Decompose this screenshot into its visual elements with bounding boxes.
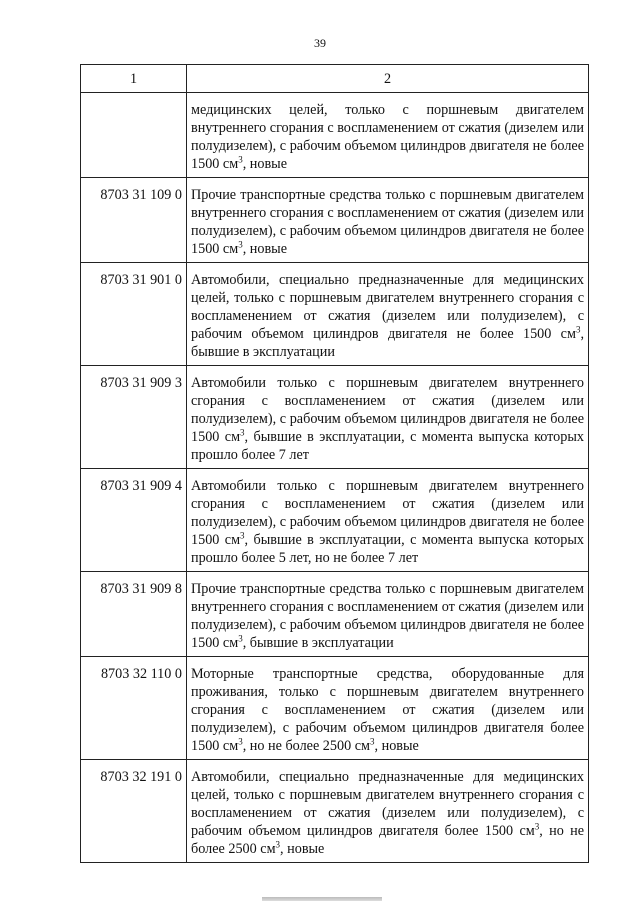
superscript-3: 3 bbox=[240, 427, 245, 438]
tariff-description bbox=[187, 469, 589, 572]
tariff-description bbox=[187, 572, 589, 657]
tariff-code bbox=[81, 93, 187, 178]
tariff-code: 8703 31 901 0 bbox=[81, 263, 187, 366]
superscript-3: 3 bbox=[238, 633, 243, 644]
table-row bbox=[81, 469, 589, 572]
tariff-code: 8703 31 109 0 bbox=[81, 178, 187, 263]
description-text: Автомобили, специально предназначенные для медицинских целей, только с поршневым двигателем внутреннего сгорания с воспламенением от сжатия (дизелем или полудизелем), с рабочим объемом цилиндров двигателя не более 1500 $см^3$, бывшие в эксплуатации bbox=[191, 272, 584, 360]
superscript-3: 3 bbox=[370, 736, 375, 747]
tariff-code: 8703 31 909 3 bbox=[81, 366, 187, 469]
table-row bbox=[81, 657, 589, 760]
tariff-code: 8703 31 909 4 bbox=[81, 469, 187, 572]
superscript-3: 3 bbox=[238, 154, 243, 165]
tariff-code: 8703 32 110 0 bbox=[81, 657, 187, 760]
page-number: 39 bbox=[314, 36, 326, 50]
tariff-description bbox=[187, 760, 589, 863]
table-row bbox=[81, 572, 589, 657]
description-text: Прочие транспортные средства только с поршневым двигателем внутреннего сгорания с воспламенением от сжатия (дизелем или полудизелем), с рабочим объемом цилиндров двигателя не более 1500 $см^3$, новые bbox=[191, 187, 584, 257]
table-row bbox=[81, 760, 589, 863]
tariff-description bbox=[187, 178, 589, 263]
table-header-row bbox=[81, 65, 589, 93]
superscript-3: 3 bbox=[534, 821, 540, 832]
tariff-description bbox=[187, 366, 589, 469]
description-text: медицинских целей, только с поршневым двигателем внутреннего сгорания с воспламенением от сжатия (дизелем или полудизелем), с рабочим объемом цилиндров двигателя не более 1500 $см^3$, новые bbox=[191, 102, 584, 172]
description-text: Прочие транспортные средства только с поршневым двигателем внутреннего сгорания с воспламенением от сжатия (дизелем или полудизелем), с рабочим объемом цилиндров двигателя не более 1500 $см^3$, бывшие в эксплуатации bbox=[191, 581, 584, 651]
description-text: Автомобили, специально предназначенные для медицинских целей, только с поршневым двигателем внутреннего сгорания с воспламенением от сжатия (дизелем или полудизелем), с рабочим объемом цилиндров двигателя более 1500 $см^3$, но не более 2500 $см^3$, новые bbox=[191, 769, 585, 857]
tariff-description bbox=[187, 93, 589, 178]
tariff-description bbox=[187, 657, 589, 760]
description-text: Автомобили только с поршневым двигателем внутреннего сгорания с воспламенением от сжатия (дизелем или полудизелем), с рабочим объемом цилиндров двигателя не более 1500 $см^3$, бывшие в эксплуатации, с момента выпуска которых прошло более 7 лет bbox=[191, 375, 584, 463]
table-row bbox=[81, 93, 589, 178]
superscript-3: 3 bbox=[275, 839, 281, 850]
table-row bbox=[81, 178, 589, 263]
scan-footer-mark bbox=[262, 897, 382, 901]
tariff-description bbox=[187, 263, 589, 366]
column-header-description: 2 bbox=[187, 65, 589, 93]
superscript-3: 3 bbox=[238, 239, 243, 250]
superscript-3: 3 bbox=[575, 324, 581, 335]
description-text: Автомобили только с поршневым двигателем внутреннего сгорания с воспламенением от сжатия (дизелем или полудизелем), с рабочим объемом цилиндров двигателя не более 1500 $см^3$, бывшие в эксплуатации, с момента выпуска которых прошло более 5 лет, но не более 7 лет bbox=[191, 478, 584, 566]
table-row bbox=[81, 366, 589, 469]
tariff-table bbox=[80, 64, 589, 863]
description-text: Моторные транспортные средства, оборудованные для проживания, только с поршневым двигателем внутреннего сгорания с воспламенением от сжатия (дизелем или полудизелем), с рабочим объемом цилиндров двигателя более 1500 $см^3$, но не более 2500 $см^3$, новые bbox=[191, 666, 584, 754]
superscript-3: 3 bbox=[238, 736, 243, 747]
tariff-code: 8703 32 191 0 bbox=[81, 760, 187, 863]
tariff-code: 8703 31 909 8 bbox=[81, 572, 187, 657]
table-row bbox=[81, 263, 589, 366]
superscript-3: 3 bbox=[240, 530, 245, 541]
column-header-code: 1 bbox=[81, 65, 187, 93]
